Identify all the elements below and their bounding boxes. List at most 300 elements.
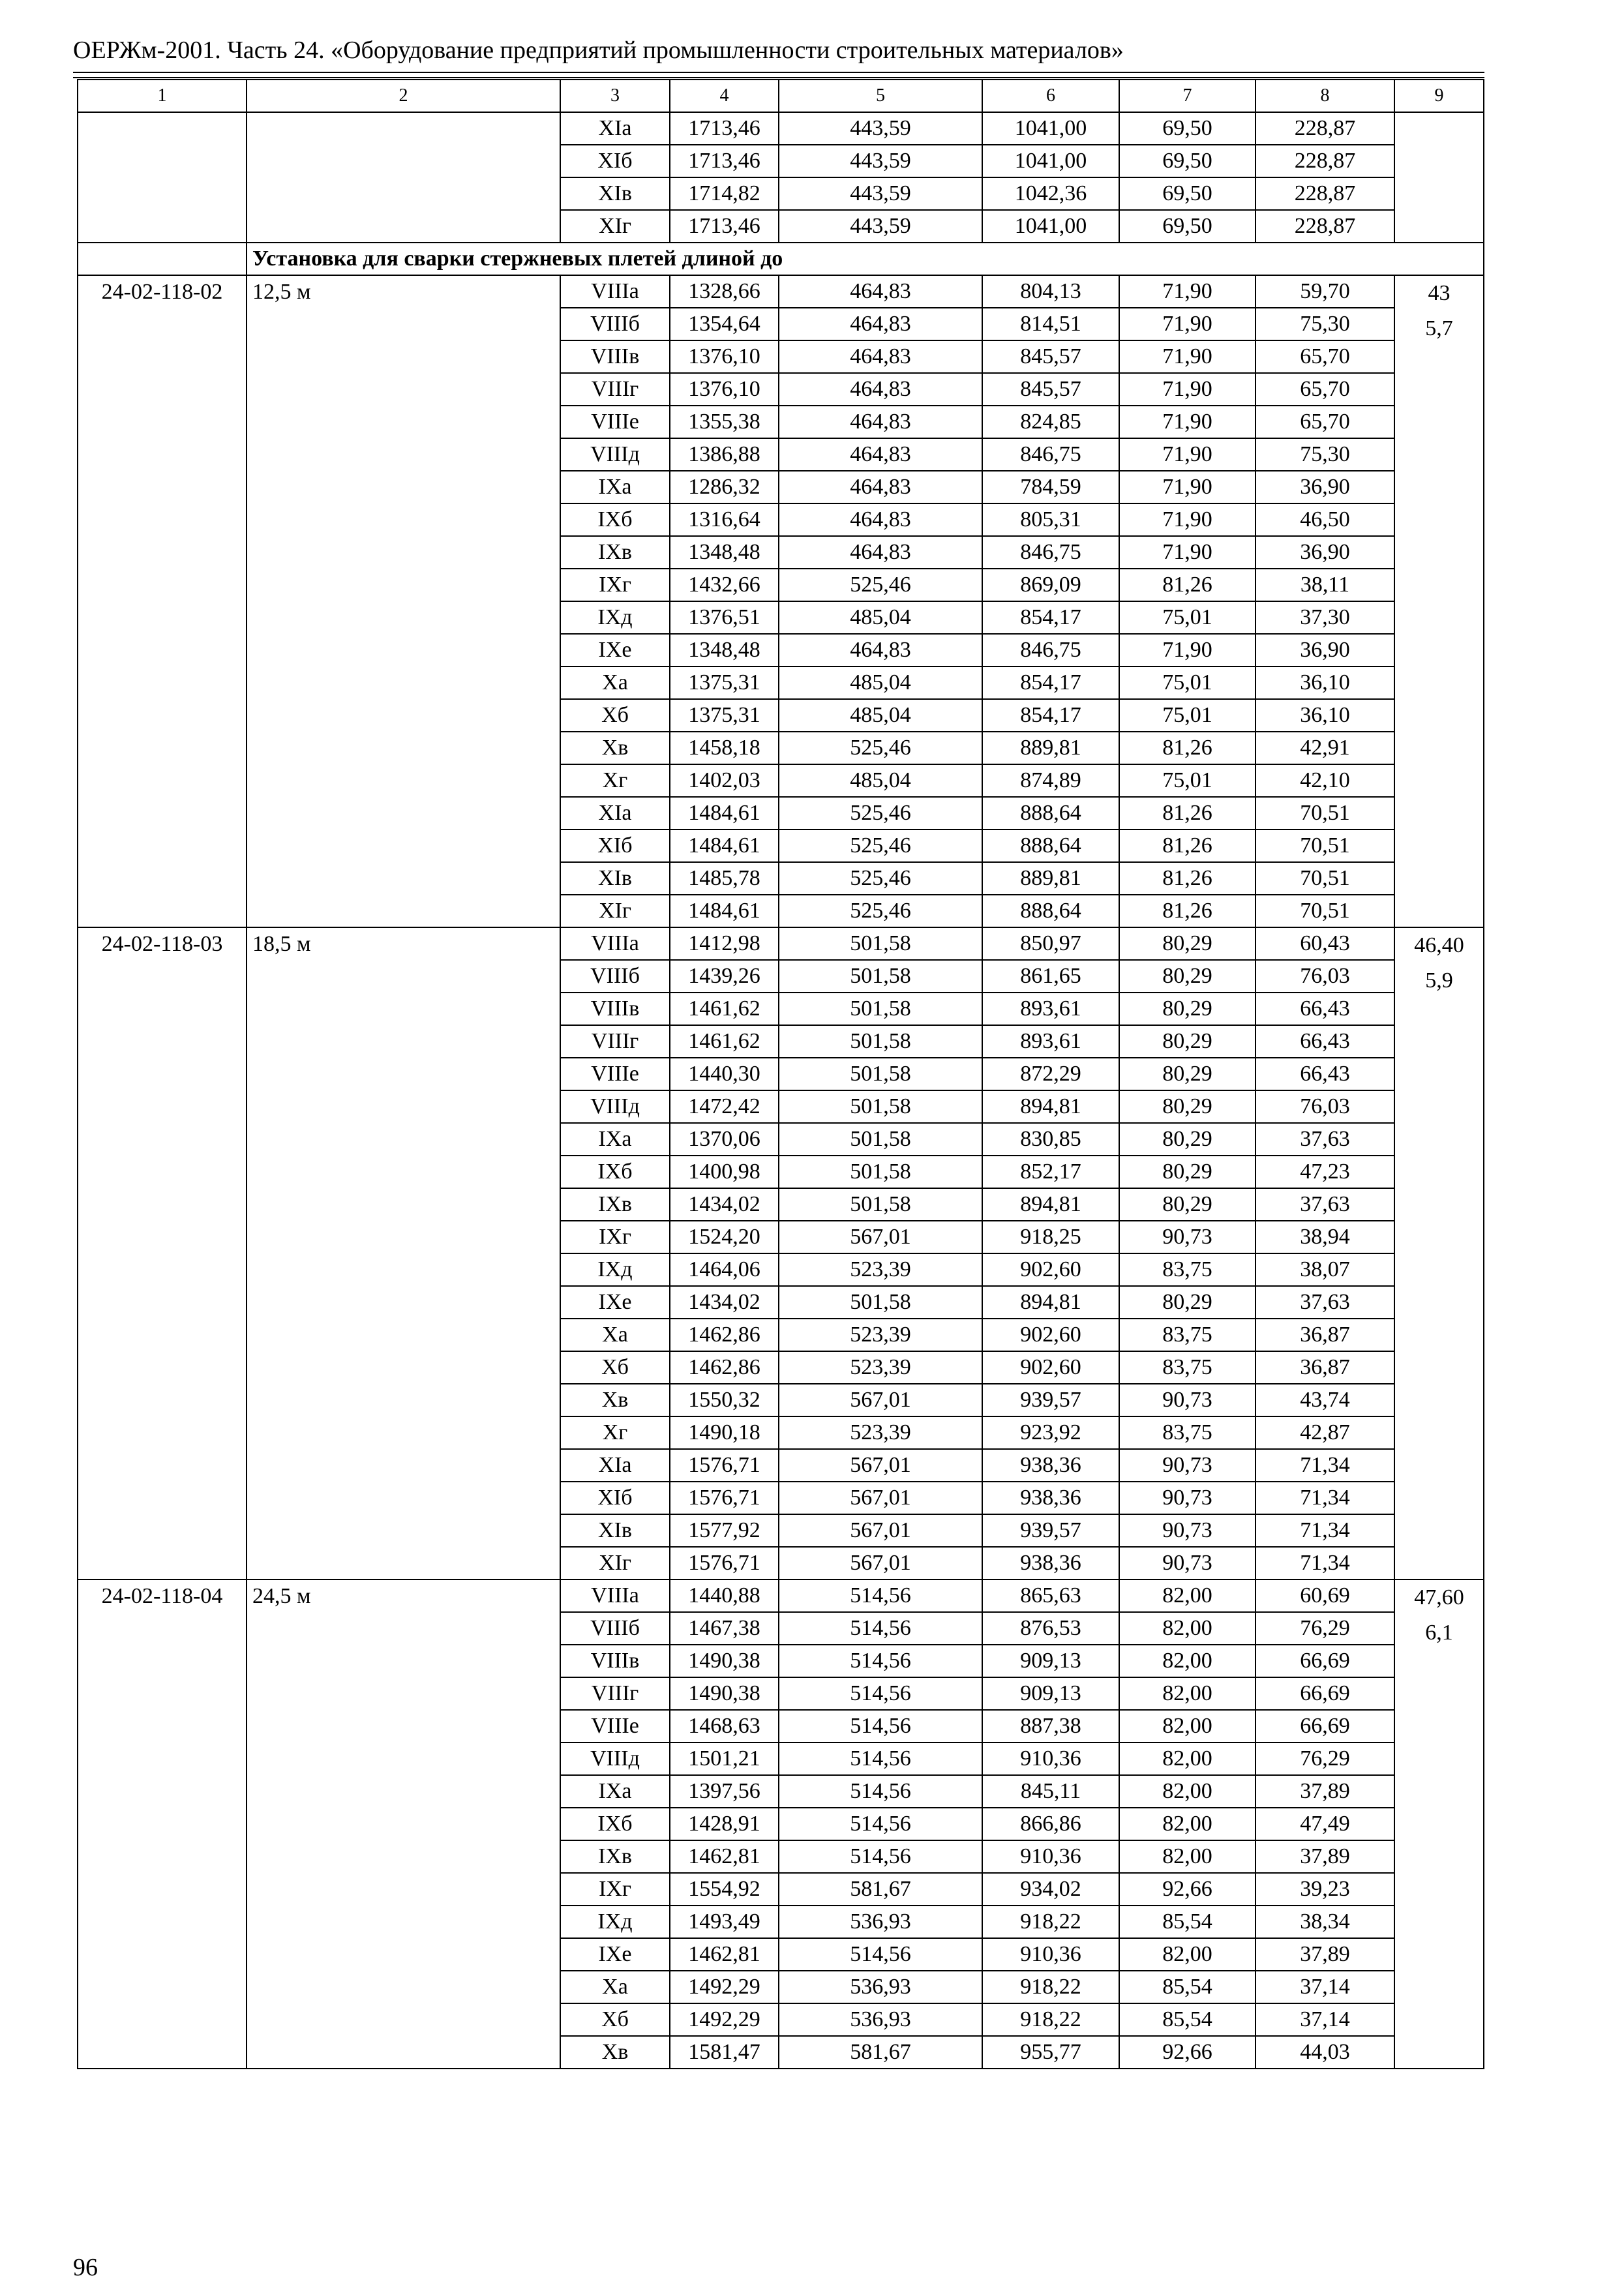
cell-col-7: 82,00 [1119,1775,1256,1808]
cell-col-6: 854,17 [982,699,1119,732]
cell-col-7: 75,01 [1119,601,1256,634]
cell-col-7: 75,01 [1119,764,1256,797]
cell-index: IXд [560,1906,670,1938]
cell-index-value [1394,112,1484,243]
cell-col-8: 66,43 [1256,1025,1394,1058]
cell-col-8: 60,43 [1256,927,1394,960]
cell-col-7: 71,90 [1119,471,1256,503]
cell-col-8: 70,51 [1256,830,1394,862]
header-rule-bottom [73,77,1484,78]
cell-index: IXг [560,1873,670,1906]
cell-parameter: 24,5 м [247,1579,560,2069]
cell-col-4: 1484,61 [670,797,779,830]
cell-col-4: 1472,42 [670,1090,779,1123]
cell-col-8: 66,69 [1256,1677,1394,1710]
cell-index: IXа [560,1775,670,1808]
cell-col-5: 501,58 [779,1188,982,1221]
cell-col-5: 485,04 [779,666,982,699]
cell-col-8: 76,29 [1256,1612,1394,1645]
cell-col-7: 81,26 [1119,895,1256,927]
cell-col-7: 92,66 [1119,2036,1256,2069]
cell-index: XIа [560,112,670,145]
table-row [78,112,1484,145]
cell-col-4: 1458,18 [670,732,779,764]
cell-index-value [1394,1579,1484,2069]
cell-col-7: 71,90 [1119,340,1256,373]
cell-col-8: 42,10 [1256,764,1394,797]
cell-col-6: 938,36 [982,1482,1119,1514]
cell-index: IXв [560,1840,670,1873]
cell-col-7: 80,29 [1119,1286,1256,1319]
column-number-row [78,80,1484,112]
column-number-8: 8 [1256,80,1394,112]
cell-col-8: 36,87 [1256,1351,1394,1384]
cell-col-7: 75,01 [1119,666,1256,699]
cell-col-8: 38,11 [1256,569,1394,601]
cell-col-4: 1461,62 [670,993,779,1025]
cell-index: IXа [560,1123,670,1156]
cell-col-7: 82,00 [1119,1808,1256,1840]
cell-index: Xб [560,2003,670,2036]
cell-col-7: 90,73 [1119,1514,1256,1547]
cell-index: IXб [560,1156,670,1188]
cell-col-6: 846,75 [982,536,1119,569]
cell-col-5: 464,83 [779,373,982,406]
cell-col-6: 872,29 [982,1058,1119,1090]
cell-col-7: 90,73 [1119,1449,1256,1482]
cell-col-7: 83,75 [1119,1351,1256,1384]
cell-col-5: 514,56 [779,1612,982,1645]
cell-col-5: 514,56 [779,1645,982,1677]
cell-col-5: 567,01 [779,1221,982,1253]
cell-col-8: 37,63 [1256,1188,1394,1221]
cell-index: VIIIд [560,1743,670,1775]
cell-col-4: 1348,48 [670,536,779,569]
page-number: 96 [73,2254,98,2281]
cell-col-6: 889,81 [982,732,1119,764]
cell-col-6: 923,92 [982,1416,1119,1449]
cell-col-6: 889,81 [982,862,1119,895]
column-number-3: 3 [560,80,670,112]
cell-col-8: 70,51 [1256,862,1394,895]
cell-code: 24-02-118-04 [78,1579,247,2069]
cell-col-4: 1524,20 [670,1221,779,1253]
cell-col-8: 66,69 [1256,1710,1394,1743]
cell-col-7: 82,00 [1119,1645,1256,1677]
cell-col-4: 1490,38 [670,1677,779,1710]
cell-col-8: 70,51 [1256,895,1394,927]
cell-col-4: 1412,98 [670,927,779,960]
cell-col-5: 567,01 [779,1547,982,1579]
cell-col-6: 845,57 [982,340,1119,373]
cell-col-7: 92,66 [1119,1873,1256,1906]
cell-col-4: 1490,18 [670,1416,779,1449]
cell-col-7: 80,29 [1119,1123,1256,1156]
cell-col-7: 82,00 [1119,1710,1256,1743]
cell-col-8: 44,03 [1256,2036,1394,2069]
index-value: 5,9 [1425,968,1453,993]
cell-col-5: 514,56 [779,1743,982,1775]
cell-col-6: 804,13 [982,275,1119,308]
cell-col-4: 1467,38 [670,1612,779,1645]
cell-col-7: 85,54 [1119,1906,1256,1938]
cell-col-6: 918,22 [982,1906,1119,1938]
cell-col-4: 1376,10 [670,373,779,406]
cell-col-6: 893,61 [982,993,1119,1025]
cell-col-8: 37,14 [1256,1971,1394,2003]
cell-col-4: 1468,63 [670,1710,779,1743]
page-header: ОЕРЖм-2001. Часть 24. «Оборудование предприятий промышленности строительных материалов» [73,37,1124,64]
cell-col-7: 80,29 [1119,960,1256,993]
cell-col-5: 514,56 [779,1808,982,1840]
cell-index: IXг [560,1221,670,1253]
cell-col-7: 82,00 [1119,1840,1256,1873]
cell-col-5: 501,58 [779,1090,982,1123]
cell-col-6: 814,51 [982,308,1119,340]
cell-col-4: 1713,46 [670,145,779,177]
cell-col-4: 1328,66 [670,275,779,308]
cell-col-5: 567,01 [779,1384,982,1416]
cell-col-4: 1554,92 [670,1873,779,1906]
cell-col-7: 71,90 [1119,275,1256,308]
cell-col-5: 501,58 [779,1058,982,1090]
cell-col-5: 501,58 [779,927,982,960]
cell-col-6: 824,85 [982,406,1119,438]
cell-col-4: 1550,32 [670,1384,779,1416]
column-number-2: 2 [247,80,560,112]
cell-col-8: 65,70 [1256,373,1394,406]
cell-col-5: 501,58 [779,960,982,993]
cell-code: 24-02-118-02 [78,275,247,927]
cell-index: VIIIб [560,960,670,993]
cell-col-8: 37,89 [1256,1775,1394,1808]
cell-col-7: 81,26 [1119,797,1256,830]
cell-col-5: 536,93 [779,1906,982,1938]
cell-col-4: 1354,64 [670,308,779,340]
cell-index: Xв [560,2036,670,2069]
cell-index: XIг [560,895,670,927]
cell-col-5: 514,56 [779,1710,982,1743]
cell-col-5: 501,58 [779,1156,982,1188]
cell-code [78,112,247,243]
cell-col-8: 60,69 [1256,1579,1394,1612]
cell-col-4: 1462,86 [670,1351,779,1384]
cell-col-6: 938,36 [982,1449,1119,1482]
cell-col-6: 830,85 [982,1123,1119,1156]
cell-index: IXв [560,536,670,569]
cell-col-5: 501,58 [779,1286,982,1319]
cell-col-7: 75,01 [1119,699,1256,732]
cell-col-7: 80,29 [1119,1188,1256,1221]
cell-col-5: 443,59 [779,210,982,243]
cell-col-7: 85,54 [1119,2003,1256,2036]
cell-parameter: 18,5 м [247,927,560,1579]
cell-index: Xб [560,699,670,732]
cell-col-4: 1461,62 [670,1025,779,1058]
cell-col-6: 939,57 [982,1514,1119,1547]
cell-col-7: 69,50 [1119,112,1256,145]
cell-col-5: 464,83 [779,340,982,373]
cell-col-4: 1440,88 [670,1579,779,1612]
cell-col-4: 1376,10 [670,340,779,373]
cell-col-4: 1493,49 [670,1906,779,1938]
cell-col-4: 1490,38 [670,1645,779,1677]
cell-col-8: 66,43 [1256,1058,1394,1090]
cell-col-7: 82,00 [1119,1938,1256,1971]
cell-col-8: 71,34 [1256,1547,1394,1579]
cell-index: VIIIв [560,340,670,373]
cell-col-4: 1462,81 [670,1938,779,1971]
cell-col-6: 918,25 [982,1221,1119,1253]
cell-col-6: 887,38 [982,1710,1119,1743]
cell-index: XIа [560,797,670,830]
cell-col-5: 464,83 [779,536,982,569]
cell-col-8: 36,87 [1256,1319,1394,1351]
cell-col-5: 464,83 [779,308,982,340]
cell-col-7: 83,75 [1119,1319,1256,1351]
cell-col-4: 1434,02 [670,1286,779,1319]
cell-col-6: 910,36 [982,1743,1119,1775]
cell-col-7: 82,00 [1119,1612,1256,1645]
cell-col-8: 59,70 [1256,275,1394,308]
cell-index: VIIIв [560,1645,670,1677]
cell-col-5: 501,58 [779,1123,982,1156]
cell-col-8: 71,34 [1256,1449,1394,1482]
cell-col-6: 894,81 [982,1188,1119,1221]
cell-col-6: 874,89 [982,764,1119,797]
cell-col-6: 854,17 [982,601,1119,634]
cell-col-4: 1376,51 [670,601,779,634]
cell-col-5: 525,46 [779,797,982,830]
cell-index: IXб [560,1808,670,1840]
cell-col-5: 501,58 [779,1025,982,1058]
cell-col-8: 36,90 [1256,471,1394,503]
cell-col-6: 845,57 [982,373,1119,406]
cell-col-8: 70,51 [1256,797,1394,830]
cell-col-4: 1464,06 [670,1253,779,1286]
index-value: 46,40 [1414,933,1464,957]
cell-col-7: 82,00 [1119,1677,1256,1710]
cell-col-8: 76,03 [1256,1090,1394,1123]
cell-col-7: 82,00 [1119,1743,1256,1775]
cell-col-7: 90,73 [1119,1547,1256,1579]
cell-col-5: 525,46 [779,732,982,764]
cell-col-8: 37,14 [1256,2003,1394,2036]
cell-col-5: 443,59 [779,177,982,210]
table-row [78,275,1484,308]
cell-col-6: 1041,00 [982,145,1119,177]
cell-index: IXб [560,503,670,536]
cell-col-7: 81,26 [1119,569,1256,601]
cell-col-7: 71,90 [1119,406,1256,438]
cell-index: VIIIа [560,275,670,308]
header-rule-top [73,72,1484,73]
cell-col-4: 1439,26 [670,960,779,993]
cell-col-5: 567,01 [779,1482,982,1514]
cell-col-4: 1714,82 [670,177,779,210]
cell-col-4: 1581,47 [670,2036,779,2069]
cell-index: VIIIд [560,438,670,471]
cell-col-8: 228,87 [1256,145,1394,177]
cell-col-5: 443,59 [779,112,982,145]
cell-index: XIб [560,1482,670,1514]
cell-col-4: 1484,61 [670,830,779,862]
cell-col-6: 902,60 [982,1351,1119,1384]
cell-col-6: 893,61 [982,1025,1119,1058]
column-number-4: 4 [670,80,779,112]
cell-col-7: 69,50 [1119,145,1256,177]
cell-col-8: 76,29 [1256,1743,1394,1775]
cell-col-6: 918,22 [982,1971,1119,2003]
cell-index: VIIIг [560,1677,670,1710]
cell-col-6: 1042,36 [982,177,1119,210]
cell-col-8: 75,30 [1256,308,1394,340]
cell-col-7: 80,29 [1119,993,1256,1025]
cell-col-4: 1501,21 [670,1743,779,1775]
cell-col-5: 514,56 [779,1775,982,1808]
cell-parameter [247,112,560,243]
cell-col-5: 485,04 [779,699,982,732]
column-number-6: 6 [982,80,1119,112]
cell-col-7: 69,50 [1119,210,1256,243]
cell-index: VIIIе [560,406,670,438]
cell-col-6: 876,53 [982,1612,1119,1645]
cell-col-6: 861,65 [982,960,1119,993]
cell-col-5: 464,83 [779,275,982,308]
cell-col-4: 1375,31 [670,666,779,699]
cell-index: IXе [560,1286,670,1319]
cell-col-4: 1316,64 [670,503,779,536]
cell-col-4: 1286,32 [670,471,779,503]
cell-col-7: 71,90 [1119,373,1256,406]
section-title: Установка для сварки стержневых плетей длиной до [247,243,1484,275]
cell-col-6: 854,17 [982,666,1119,699]
cell-col-4: 1397,56 [670,1775,779,1808]
cell-col-6: 869,09 [982,569,1119,601]
cell-col-8: 38,34 [1256,1906,1394,1938]
cell-index: XIа [560,1449,670,1482]
cell-col-8: 39,23 [1256,1873,1394,1906]
cell-col-7: 71,90 [1119,503,1256,536]
cell-col-8: 37,63 [1256,1123,1394,1156]
index-value: 5,7 [1425,316,1453,340]
cell-col-5: 514,56 [779,1840,982,1873]
cell-col-4: 1428,91 [670,1808,779,1840]
cell-col-4: 1462,86 [670,1319,779,1351]
cell-col-5: 443,59 [779,145,982,177]
cell-col-8: 42,91 [1256,732,1394,764]
cell-col-6: 866,86 [982,1808,1119,1840]
cell-col-8: 36,10 [1256,699,1394,732]
cell-index: IXе [560,1938,670,1971]
cell-col-6: 909,13 [982,1677,1119,1710]
cell-col-7: 80,29 [1119,1090,1256,1123]
column-number-1: 1 [78,80,247,112]
cell-col-4: 1576,71 [670,1482,779,1514]
cell-index: VIIIе [560,1058,670,1090]
cell-col-8: 36,10 [1256,666,1394,699]
cell-col-8: 71,34 [1256,1482,1394,1514]
cell-col-6: 784,59 [982,471,1119,503]
cell-index: Xв [560,732,670,764]
cell-col-7: 71,90 [1119,536,1256,569]
cell-col-8: 65,70 [1256,406,1394,438]
cell-index: VIIIб [560,1612,670,1645]
cell-col-6: 934,02 [982,1873,1119,1906]
cell-col-6: 852,17 [982,1156,1119,1188]
cell-index: VIIIг [560,373,670,406]
cell-col-5: 523,39 [779,1319,982,1351]
cell-col-5: 581,67 [779,2036,982,2069]
cell-col-5: 523,39 [779,1253,982,1286]
table-row [78,1579,1484,1612]
cell-col-8: 38,94 [1256,1221,1394,1253]
cell-index: IXв [560,1188,670,1221]
cell-col-7: 80,29 [1119,927,1256,960]
cell-index: Xг [560,764,670,797]
cell-col-5: 567,01 [779,1514,982,1547]
cell-col-5: 514,56 [779,1677,982,1710]
cell-col-5: 464,83 [779,438,982,471]
cell-col-4: 1713,46 [670,112,779,145]
cell-col-7: 81,26 [1119,830,1256,862]
cell-col-8: 47,23 [1256,1156,1394,1188]
cell-col-6: 845,11 [982,1775,1119,1808]
cell-col-5: 525,46 [779,862,982,895]
table-row [78,927,1484,960]
cell-index: VIIIг [560,1025,670,1058]
cell-col-8: 38,07 [1256,1253,1394,1286]
cell-col-5: 525,46 [779,895,982,927]
cell-col-5: 567,01 [779,1449,982,1482]
cell-col-4: 1713,46 [670,210,779,243]
cell-index: VIIIа [560,1579,670,1612]
cell-col-7: 85,54 [1119,1971,1256,2003]
cell-index-value [1394,275,1484,927]
cell-col-6: 938,36 [982,1547,1119,1579]
cell-col-7: 71,90 [1119,634,1256,666]
cell-index: IXд [560,1253,670,1286]
cell-col-4: 1462,81 [670,1840,779,1873]
cell-index: Xа [560,1319,670,1351]
index-value: 43 [1428,281,1451,305]
section-row [78,243,1484,275]
cell-index: Xа [560,1971,670,2003]
cell-col-6: 902,60 [982,1319,1119,1351]
cell-index: XIв [560,1514,670,1547]
cell-col-7: 82,00 [1119,1579,1256,1612]
cell-col-4: 1440,30 [670,1058,779,1090]
cell-col-4: 1375,31 [670,699,779,732]
cell-col-5: 464,83 [779,634,982,666]
cell-index: Xв [560,1384,670,1416]
cell-col-5: 464,83 [779,503,982,536]
cell-col-7: 80,29 [1119,1156,1256,1188]
cell-col-5: 581,67 [779,1873,982,1906]
cell-col-5: 514,56 [779,1579,982,1612]
index-value: 6,1 [1425,1621,1453,1645]
cell-col-6: 805,31 [982,503,1119,536]
cell-col-6: 910,36 [982,1938,1119,1971]
cell-index: VIIIв [560,993,670,1025]
cell-col-6: 888,64 [982,895,1119,927]
cell-code: 24-02-118-03 [78,927,247,1579]
cell-index: XIг [560,210,670,243]
cell-index: XIв [560,862,670,895]
cell-col-4: 1386,88 [670,438,779,471]
cell-index-value [1394,927,1484,1579]
cell-col-4: 1577,92 [670,1514,779,1547]
